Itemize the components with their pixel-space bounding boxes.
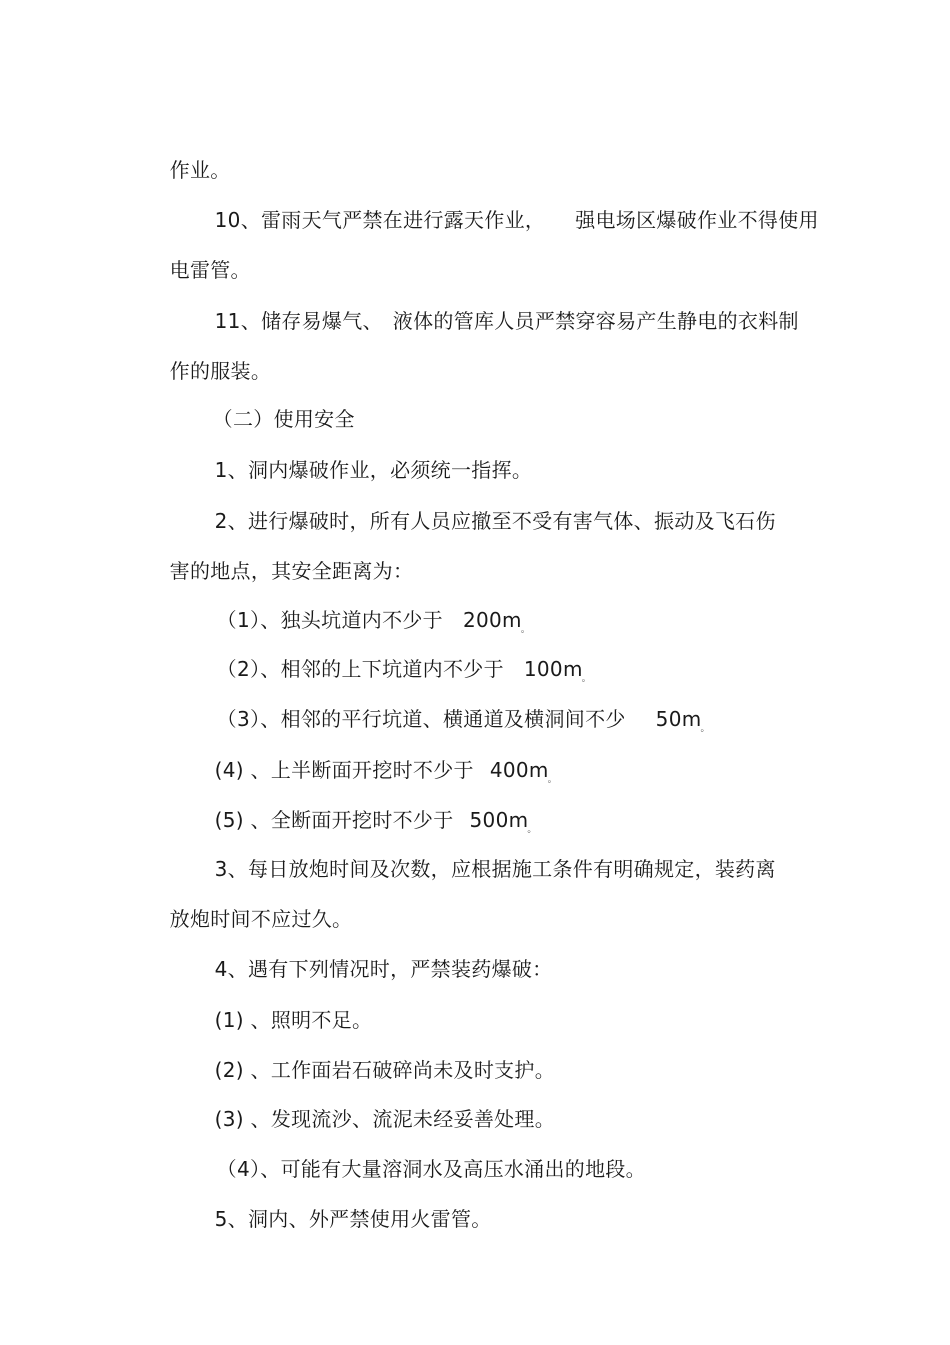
rule-3-line-1: 3、每日放炮时间及次数，应根据施工条件有明确规定，装药离 bbox=[214, 857, 776, 881]
condition-item-1: (1) 、照明不足。 bbox=[214, 1008, 373, 1032]
paragraph-line: 作业。 bbox=[169, 158, 231, 182]
distance-item-5: (5) 、全断面开挖时不少于 $500m_。$ bbox=[214, 808, 537, 835]
distance-item-3: （3）、相邻的平行坑道、横通道及横洞间不少 $50m_。$ bbox=[216, 707, 710, 734]
rule-3-line-2: 放炮时间不应过久。 bbox=[169, 907, 353, 931]
item-10-line-2: 电雷管。 bbox=[169, 258, 251, 282]
item-10-line-1: 10、雷雨天气严禁在进行露天作业， 强电场区爆破作业不得使用 bbox=[214, 208, 819, 232]
distance-value: 400m bbox=[489, 758, 549, 782]
condition-item-4: （4）、可能有大量溶洞水及高压水涌出的地段。 bbox=[216, 1157, 646, 1181]
distance-value: 200m bbox=[462, 608, 522, 632]
item-11-line-1: 11、储存易爆气、 液体的管库人员严禁穿容易产生静电的衣料制 bbox=[214, 309, 799, 333]
rule-1-line: 1、洞内爆破作业，必须统一指挥。 bbox=[214, 458, 533, 482]
distance-item-1: （1）、独头坑道内不少于 $200m_。$ bbox=[216, 608, 531, 635]
item-11-line-2: 作的服装。 bbox=[169, 359, 272, 383]
section-heading: （二）使用安全 bbox=[212, 407, 355, 431]
distance-item-2: （2）、相邻的上下坑道内不少于 $100m_。$ bbox=[216, 657, 592, 684]
rule-5-line: 5、洞内、外严禁使用火雷管。 bbox=[214, 1207, 492, 1231]
rule-4-line: 4、遇有下列情况时，严禁装药爆破： bbox=[214, 957, 553, 981]
distance-value: 500m bbox=[469, 808, 529, 832]
distance-value: 100m bbox=[523, 657, 583, 681]
rule-2-line-1: 2、进行爆破时，所有人员应撤至不受有害气体、振动及飞石伤 bbox=[214, 509, 776, 533]
distance-value: 50m bbox=[655, 707, 702, 731]
condition-item-3: (3) 、发现流沙、流泥未经妥善处理。 bbox=[214, 1107, 556, 1131]
condition-item-2: (2) 、工作面岩石破碎尚未及时支护。 bbox=[214, 1058, 556, 1082]
rule-2-line-2: 害的地点，其安全距离为： bbox=[169, 559, 414, 583]
distance-item-4: (4) 、上半断面开挖时不少于 $400m_。$ bbox=[214, 758, 557, 785]
